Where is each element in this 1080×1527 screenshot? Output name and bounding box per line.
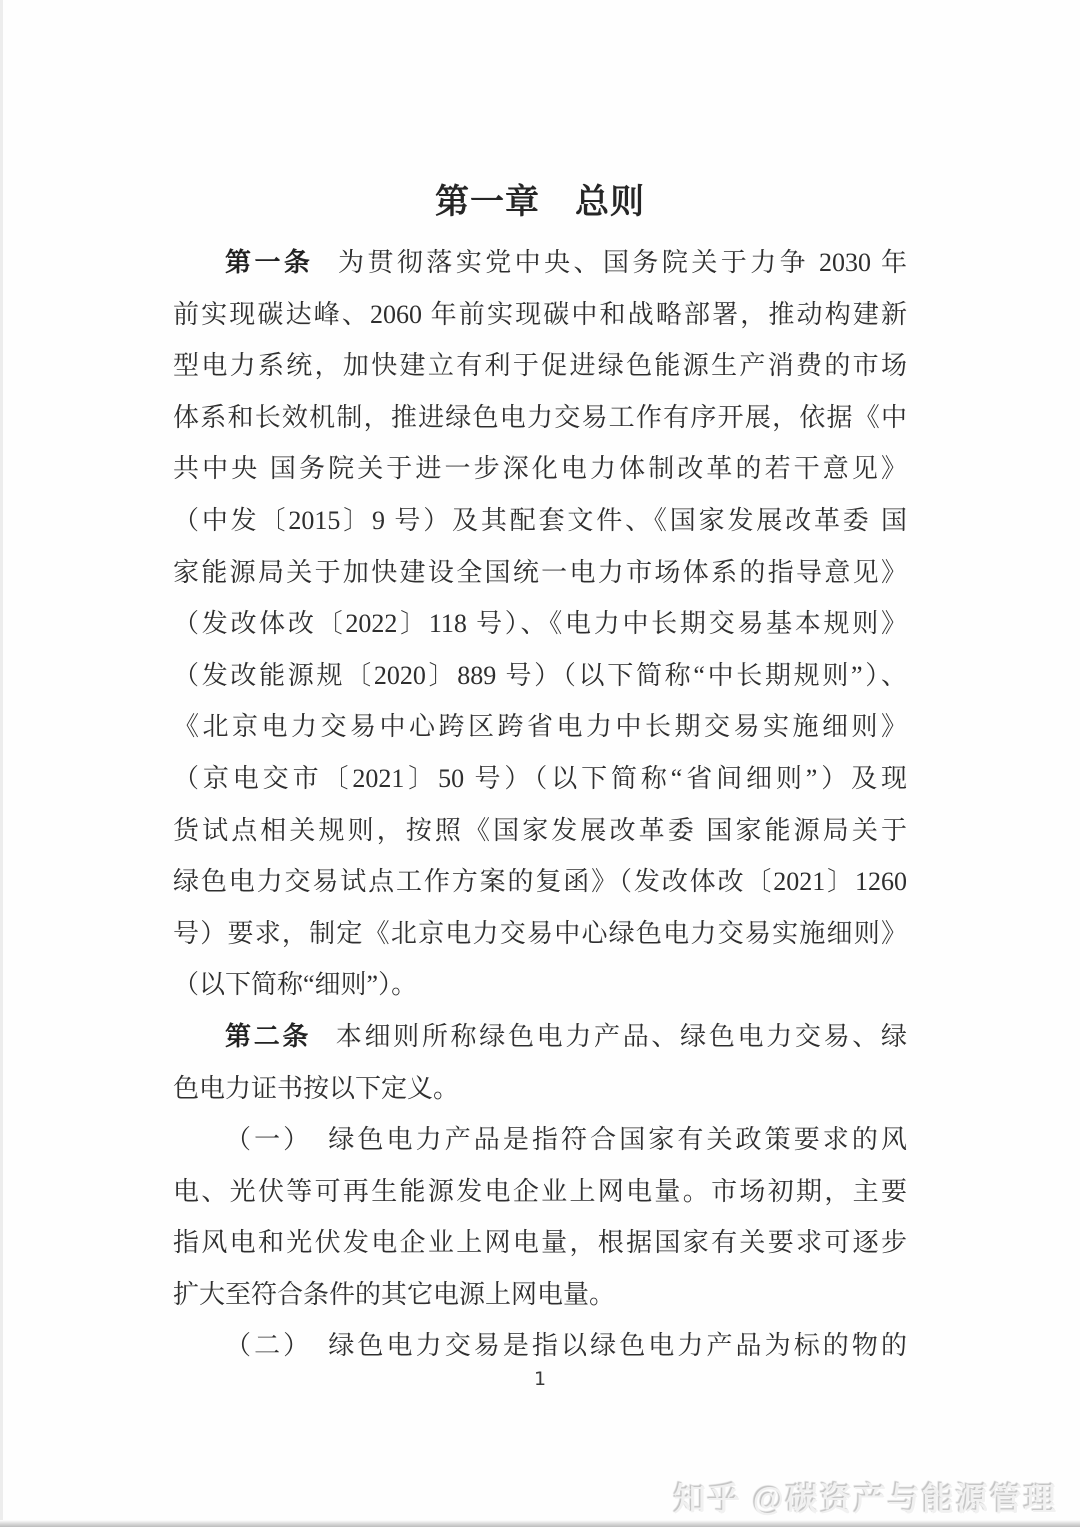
line-text: （发改能源规〔2020〕889 号）（以下简称“中长期规则”）、 xyxy=(173,660,907,690)
doc-line xyxy=(173,495,907,547)
line-text: 型电力系统，加快建立有利于促进绿色能源生产消费的市场 xyxy=(173,351,907,381)
line-text: 色电力证书按以下定义。 xyxy=(173,1073,460,1103)
doc-line xyxy=(173,1166,907,1218)
doc-line xyxy=(173,908,907,960)
doc-line xyxy=(173,340,907,392)
article-number: 第二条 xyxy=(225,1021,312,1051)
line-text: （以下简称“细则”）。 xyxy=(173,970,418,1000)
doc-line xyxy=(173,1217,907,1269)
doc-line xyxy=(173,237,907,289)
doc-line xyxy=(173,753,907,805)
doc-line xyxy=(173,1114,907,1166)
doc-line xyxy=(173,1320,907,1372)
line-text: （二） 绿色电力交易是指以绿色电力产品为标的物的 xyxy=(225,1331,907,1361)
doc-line xyxy=(173,1063,907,1115)
doc-line xyxy=(173,1269,907,1321)
doc-line xyxy=(173,701,907,753)
line-text: 绿色电力交易试点工作方案的复函》（发改体改〔2021〕1260 xyxy=(173,867,907,897)
watermark: 知乎 @碳资产与能源管理 xyxy=(673,1481,1058,1517)
doc-line xyxy=(173,1011,907,1063)
line-text: 《北京电力交易中心跨区跨省电力中长期交易实施细则》 xyxy=(173,712,907,742)
doc-line xyxy=(173,650,907,702)
doc-line xyxy=(173,805,907,857)
doc-line xyxy=(173,598,907,650)
chapter-title: 第一章 总则 xyxy=(435,184,645,221)
line-text: 体系和长效机制，推进绿色电力交易工作有序开展，依据《中 xyxy=(173,402,907,432)
page-number: 1 xyxy=(533,1368,547,1390)
line-text: 共中央 国务院关于进一步深化电力体制改革的若干意见》 xyxy=(173,454,907,484)
doc-line xyxy=(173,547,907,599)
page-edge-left-artifact xyxy=(0,0,3,1527)
page-edge-bottom-artifact xyxy=(0,1520,1080,1527)
article-number: 第一条 xyxy=(225,248,314,277)
doc-line xyxy=(173,392,907,444)
line-text: 电、光伏等可再生能源发电企业上网电量。市场初期，主要 xyxy=(173,1176,907,1206)
document-body xyxy=(173,237,907,1372)
line-text: 号）要求，制定《北京电力交易中心绿色电力交易实施细则》 xyxy=(173,918,907,948)
doc-line xyxy=(173,856,907,908)
doc-line xyxy=(173,443,907,495)
doc-line xyxy=(173,959,907,1011)
line-text: 前实现碳达峰、2060 年前实现碳中和战略部署，推动构建新 xyxy=(173,299,907,329)
line-text: 货试点相关规则，按照《国家发展改革委 国家能源局关于 xyxy=(173,815,907,845)
line-text: （发改体改〔2022〕118 号）、《电力中长期交易基本规则》 xyxy=(173,609,907,639)
line-text: 扩大至符合条件的其它电源上网电量。 xyxy=(173,1279,616,1309)
line-text: 家能源局关于加快建设全国统一电力市场体系的指导意见》 xyxy=(173,557,907,587)
line-text: （京电交市〔2021〕50 号）（以下简称“省间细则”）及现 xyxy=(173,763,907,793)
line-text: 为贯彻落实党中央、国务院关于力争 2030 年 xyxy=(338,248,907,277)
doc-line xyxy=(173,289,907,341)
line-text: 指风电和光伏发电企业上网电量，根据国家有关要求可逐步 xyxy=(173,1228,907,1258)
line-text: （一） 绿色电力产品是指符合国家有关政策要求的风 xyxy=(225,1125,907,1155)
line-text: 本细则所称绿色电力产品、绿色电力交易、绿 xyxy=(335,1021,907,1051)
line-text: （中发〔2015〕9 号）及其配套文件、《国家发展改革委 国 xyxy=(173,505,907,535)
